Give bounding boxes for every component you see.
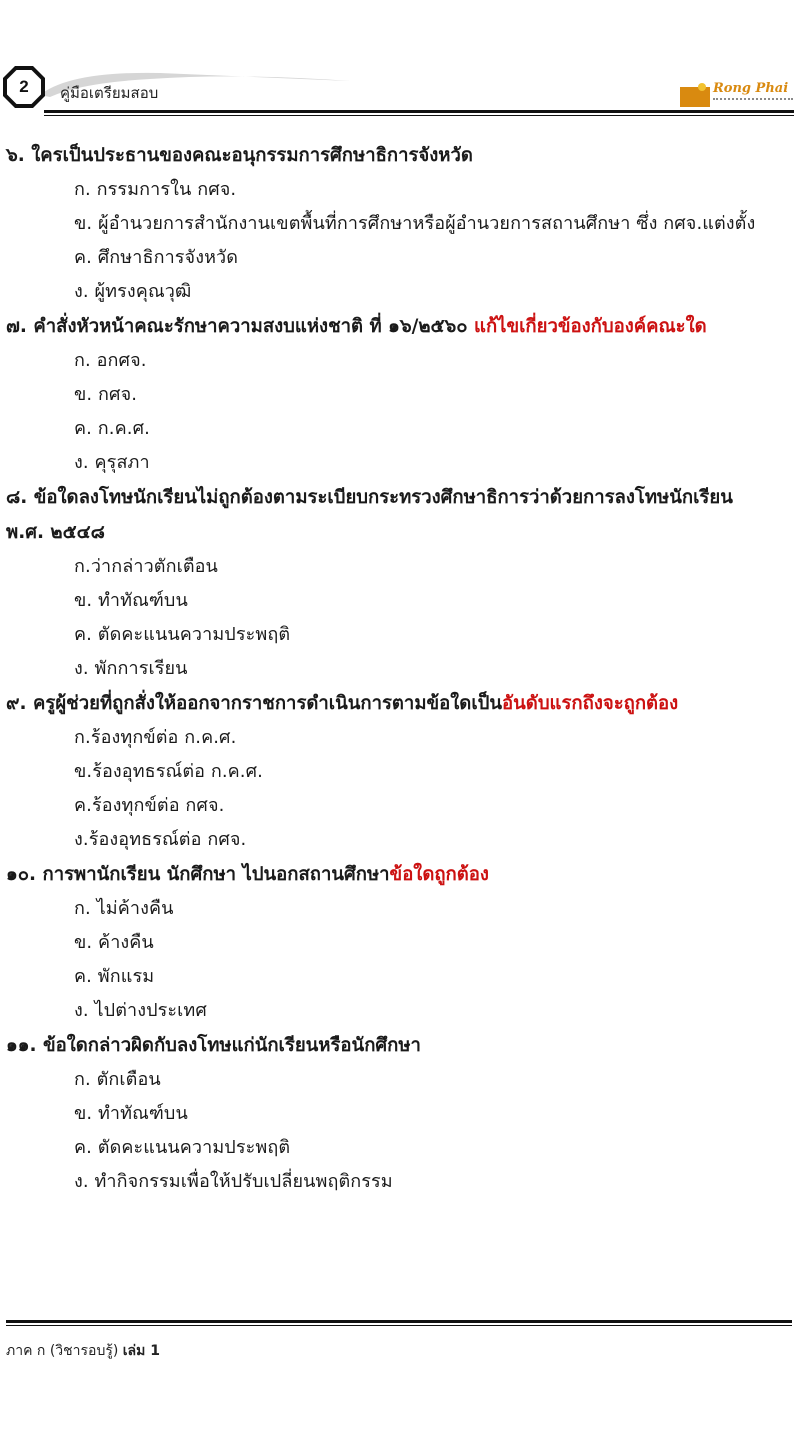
highlighted-phrase: ข้อใดถูกต้อง — [389, 864, 489, 885]
question-6 — [0, 138, 800, 309]
footer-part-label: ภาค ก (วิชารอบรู้) — [6, 1343, 123, 1359]
footer-volume-label: เล่ม 1 — [122, 1343, 160, 1359]
answer-option: ข. ผู้อำนวยการสำนักงานเขตพื้นที่การศึกษาหรือผู้อำนวยการสถานศึกษา ซึ่ง กศจ.แต่งตั้ง — [74, 213, 756, 234]
question-text: ๑๑. ข้อใดกล่าวผิดกับลงโทษแก่นักเรียนหรือนักศึกษา — [6, 1035, 421, 1056]
question-text: ๗. คำสั่งหัวหน้าคณะรักษาความสงบแห่งชาติ ที่ ๑๖/๒๕๖๐ แก้ไขเกี่ยวข้องกับองค์คณะใด — [6, 316, 707, 337]
answer-option: ก. ไม่ค้างคืน — [74, 898, 174, 919]
highlighted-phrase: แก้ไขเกี่ยวข้องกับองค์คณะใด — [474, 316, 707, 337]
question-text: ๙. ครูผู้ช่วยที่ถูกสั่งให้ออกจากราชการดำเนินการตามข้อใดเป็นอันดับแรกถึงจะถูกต้อง — [6, 693, 679, 714]
answer-option: ค. ศึกษาธิการจังหวัด — [74, 247, 239, 268]
answer-option: ค. ก.ค.ศ. — [74, 418, 150, 439]
question-9 — [0, 686, 800, 857]
question-text: ๖. ใครเป็นประธานของคณะอนุกรรมการศึกษาธิการจังหวัด — [6, 145, 473, 166]
answer-option: ง.ร้องอุทธรณ์ต่อ กศจ. — [74, 829, 247, 850]
question-text: ๑๐. การพานักเรียน นักศึกษา ไปนอกสถานศึกษาข้อใดถูกต้อง — [6, 864, 489, 885]
question-text: ๘. ข้อใดลงโทษนักเรียนไม่ถูกต้องตามระเบียบกระทรวงศึกษาธิการว่าด้วยการลงโทษนักเรียน พ.ศ. ๒๕๔๘ — [6, 487, 733, 543]
question-7 — [0, 309, 800, 480]
header-divider-thin — [44, 115, 794, 116]
question-10 — [0, 857, 800, 1028]
answer-option: ค.ร้องทุกข์ต่อ กศจ. — [74, 795, 225, 816]
answer-option: ค. ตัดคะแนนความประพฤติ — [74, 624, 291, 645]
rong-phai-logo — [680, 75, 798, 109]
answer-option: ก.ว่ากล่าวตักเตือน — [74, 556, 218, 577]
question-11 — [0, 1028, 800, 1199]
answer-option: ก. ตักเตือน — [74, 1069, 161, 1090]
header-divider — [44, 110, 794, 113]
page-footer — [6, 1340, 160, 1362]
answer-option: ค. พักแรม — [74, 966, 155, 987]
answer-option: ง. ทำกิจกรรมเพื่อให้ปรับเปลี่ยนพฤติกรรม — [74, 1171, 393, 1192]
logo-mark-icon — [680, 83, 710, 107]
footer-divider — [6, 1320, 792, 1323]
question-list — [0, 138, 800, 1199]
page-number: 2 — [19, 77, 29, 96]
answer-option: ข. กศจ. — [74, 384, 138, 405]
answer-option: ง. ไปต่างประเทศ — [74, 1000, 207, 1021]
answer-option: ก. อกศจ. — [74, 350, 147, 371]
answer-option: ข. ทำทัณฑ์บน — [74, 1103, 188, 1124]
answer-option: ง. พักการเรียน — [74, 658, 188, 679]
answer-option: ง. คุรุสภา — [74, 452, 150, 473]
answer-option: ข. ทำทัณฑ์บน — [74, 590, 188, 611]
answer-option: ข.ร้องอุทธรณ์ต่อ ก.ค.ศ. — [74, 761, 263, 782]
logo-tagline-decoration — [713, 98, 793, 104]
page-header — [0, 55, 800, 121]
logo-text: Rong Phai — [713, 81, 789, 96]
footer-divider-thin — [6, 1325, 792, 1326]
highlighted-phrase: อันดับแรกถึงจะถูกต้อง — [502, 693, 679, 714]
answer-option: ง. ผู้ทรงคุณวุฒิ — [74, 281, 192, 302]
header-title: คู่มือเตรียมสอบ — [60, 84, 159, 102]
page-number-badge — [2, 65, 46, 109]
answer-option: ก. กรรมการใน กศจ. — [74, 179, 237, 200]
answer-option: ค. ตัดคะแนนความประพฤติ — [74, 1137, 291, 1158]
answer-option: ก.ร้องทุกข์ต่อ ก.ค.ศ. — [74, 727, 237, 748]
question-8 — [0, 480, 800, 686]
answer-option: ข. ค้างคืน — [74, 932, 154, 953]
